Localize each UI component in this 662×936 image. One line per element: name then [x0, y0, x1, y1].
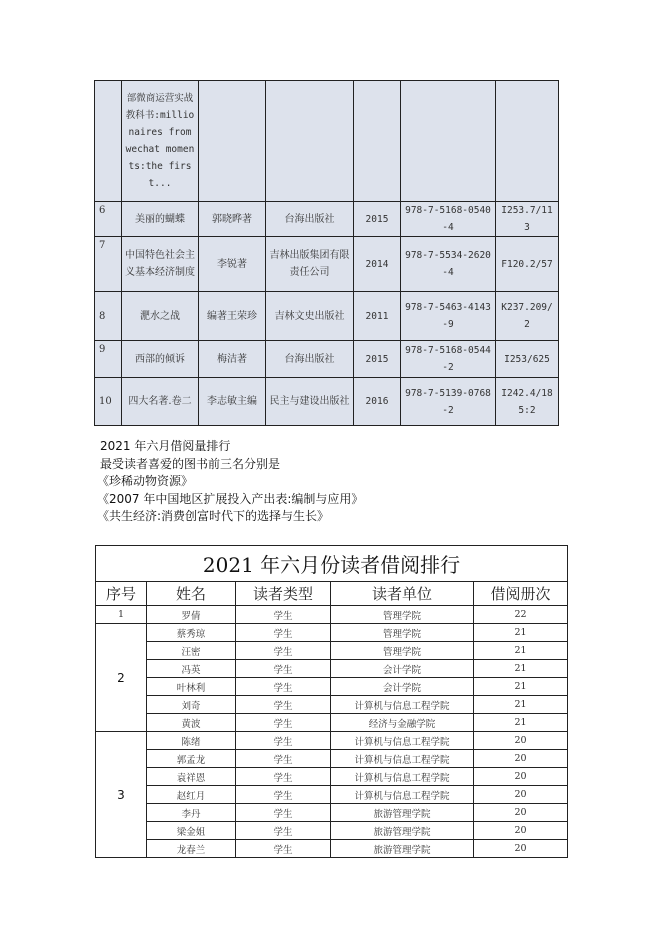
reader-unit-cell: 管理学院 [331, 606, 474, 624]
reader-unit-cell: 旅游管理学院 [331, 804, 474, 822]
book-title-cell: 部微商运营实战教科书:millionaires from wechat moments:the first... [122, 81, 199, 202]
book-no-cell: 6 [95, 202, 122, 237]
reader-unit-cell: 计算机与信息工程学院 [331, 768, 474, 786]
book-author-cell: 李锐著 [199, 237, 266, 292]
reader-type-cell: 学生 [236, 624, 331, 642]
reader-type-cell: 学生 [236, 804, 331, 822]
book-row [95, 202, 559, 237]
book-row [95, 378, 559, 426]
note-line: 2021 年六月借阅量排行 [100, 439, 231, 453]
reader-unit-cell: 计算机与信息工程学院 [331, 732, 474, 750]
book-call-no-cell: I242.4/185:2 [496, 378, 559, 426]
notes-block [97, 438, 364, 526]
reader-unit-cell: 管理学院 [331, 624, 474, 642]
book-no-cell: 9 [95, 341, 122, 378]
ranking-row [96, 678, 568, 696]
reader-name-cell: 叶林利 [147, 678, 236, 696]
borrow-count-cell: 20 [474, 804, 568, 822]
book-isbn-cell [401, 81, 496, 202]
book-row [95, 341, 559, 378]
note-line: 《共生经济:消费创富时代下的选择与生长》 [97, 509, 330, 523]
reader-name-cell: 蔡秀琼 [147, 624, 236, 642]
reader-name-cell: 冯英 [147, 660, 236, 678]
book-publisher-cell: 民主与建设出版社 [266, 378, 354, 426]
borrow-count-cell: 20 [474, 822, 568, 840]
rank-cell: 1 [96, 606, 147, 624]
reader-name-cell: 陈绪 [147, 732, 236, 750]
book-year-cell: 2014 [354, 237, 401, 292]
book-author-cell: 编著王荣珍 [199, 292, 266, 341]
ranking-row [96, 822, 568, 840]
book-title-cell: 西部的倾诉 [122, 341, 199, 378]
book-title-cell: 中国特色社会主义基本经济制度 [122, 237, 199, 292]
reader-type-cell: 学生 [236, 606, 331, 624]
ranking-row [96, 750, 568, 768]
reader-type-cell: 学生 [236, 840, 331, 858]
ranking-table [95, 545, 568, 858]
reader-unit-cell: 会计学院 [331, 678, 474, 696]
column-header: 读者类型 [236, 582, 331, 606]
book-year-cell: 2011 [354, 292, 401, 341]
borrow-count-cell: 20 [474, 750, 568, 768]
book-call-no-cell: F120.2/57 [496, 237, 559, 292]
borrow-count-cell: 20 [474, 732, 568, 750]
column-header: 读者单位 [331, 582, 474, 606]
borrow-count-cell: 20 [474, 840, 568, 858]
ranking-row [96, 624, 568, 642]
borrow-count-cell: 21 [474, 660, 568, 678]
reader-type-cell: 学生 [236, 732, 331, 750]
ranking-row [96, 606, 568, 624]
book-isbn-cell: 978-7-5139-0768-2 [401, 378, 496, 426]
reader-name-cell: 郭孟龙 [147, 750, 236, 768]
rank-cell: 2 [96, 624, 147, 732]
reader-type-cell: 学生 [236, 768, 331, 786]
borrow-count-cell: 20 [474, 786, 568, 804]
reader-name-cell: 罗倩 [147, 606, 236, 624]
book-title-cell: 美丽的蝴蝶 [122, 202, 199, 237]
reader-name-cell: 刘奇 [147, 696, 236, 714]
ranking-row [96, 660, 568, 678]
book-call-no-cell: I253/625 [496, 341, 559, 378]
ranking-title: 2021 年六月份读者借阅排行 [96, 546, 568, 582]
ranking-row [96, 804, 568, 822]
note-line: 《珍稀动物资源》 [97, 474, 194, 488]
reader-unit-cell: 旅游管理学院 [331, 840, 474, 858]
ranking-row [96, 840, 568, 858]
rank-cell: 3 [96, 732, 147, 858]
reader-type-cell: 学生 [236, 786, 331, 804]
book-no-cell: 10 [95, 378, 122, 426]
book-year-cell [354, 81, 401, 202]
book-title-cell: 四大名著.卷二 [122, 378, 199, 426]
book-year-cell: 2016 [354, 378, 401, 426]
reader-type-cell: 学生 [236, 678, 331, 696]
book-author-cell: 郭晓晔著 [199, 202, 266, 237]
borrow-count-cell: 21 [474, 696, 568, 714]
book-row [95, 81, 559, 202]
book-title-cell: 淝水之战 [122, 292, 199, 341]
column-header: 借阅册次 [474, 582, 568, 606]
reader-name-cell: 黄波 [147, 714, 236, 732]
borrow-count-cell: 22 [474, 606, 568, 624]
borrow-count-cell: 21 [474, 624, 568, 642]
reader-name-cell: 汪密 [147, 642, 236, 660]
ranking-row [96, 642, 568, 660]
column-header: 序号 [96, 582, 147, 606]
book-call-no-cell: K237.209/2 [496, 292, 559, 341]
book-year-cell: 2015 [354, 341, 401, 378]
book-isbn-cell: 978-7-5168-0544-2 [401, 341, 496, 378]
reader-type-cell: 学生 [236, 714, 331, 732]
ranking-row [96, 714, 568, 732]
book-publisher-cell: 台海出版社 [266, 341, 354, 378]
book-no-cell [95, 81, 122, 202]
reader-type-cell: 学生 [236, 696, 331, 714]
book-call-no-cell: I253.7/113 [496, 202, 559, 237]
borrow-count-cell: 20 [474, 768, 568, 786]
book-author-cell [199, 81, 266, 202]
reader-name-cell: 袁祥恩 [147, 768, 236, 786]
ranking-row [96, 786, 568, 804]
note-line: 最受读者喜爱的图书前三名分别是 [100, 456, 281, 471]
column-header: 姓名 [147, 582, 236, 606]
book-isbn-cell: 978-7-5463-4143-9 [401, 292, 496, 341]
reader-unit-cell: 管理学院 [331, 642, 474, 660]
book-table [94, 80, 559, 426]
book-author-cell: 梅洁著 [199, 341, 266, 378]
note-line: 《2007 年中国地区扩展投入产出表:编制与应用》 [97, 491, 364, 506]
reader-unit-cell: 经济与金融学院 [331, 714, 474, 732]
reader-type-cell: 学生 [236, 660, 331, 678]
borrow-count-cell: 21 [474, 642, 568, 660]
book-author-cell: 李志敏主编 [199, 378, 266, 426]
borrow-count-cell: 21 [474, 678, 568, 696]
reader-type-cell: 学生 [236, 822, 331, 840]
reader-type-cell: 学生 [236, 642, 331, 660]
reader-name-cell: 李丹 [147, 804, 236, 822]
reader-unit-cell: 旅游管理学院 [331, 822, 474, 840]
book-no-cell: 7 [95, 237, 122, 292]
borrow-count-cell: 21 [474, 714, 568, 732]
reader-unit-cell: 计算机与信息工程学院 [331, 786, 474, 804]
book-publisher-cell: 吉林出版集团有限责任公司 [266, 237, 354, 292]
book-row [95, 292, 559, 341]
book-call-no-cell [496, 81, 559, 202]
reader-unit-cell: 计算机与信息工程学院 [331, 750, 474, 768]
book-publisher-cell: 吉林文史出版社 [266, 292, 354, 341]
ranking-row [96, 732, 568, 750]
book-publisher-cell: 台海出版社 [266, 202, 354, 237]
reader-unit-cell: 会计学院 [331, 660, 474, 678]
book-row [95, 237, 559, 292]
book-publisher-cell [266, 81, 354, 202]
reader-name-cell: 龙春兰 [147, 840, 236, 858]
book-no-cell: 8 [95, 292, 122, 341]
ranking-row [96, 768, 568, 786]
reader-type-cell: 学生 [236, 750, 331, 768]
ranking-row [96, 696, 568, 714]
book-year-cell: 2015 [354, 202, 401, 237]
book-isbn-cell: 978-7-5534-2620-4 [401, 237, 496, 292]
reader-unit-cell: 计算机与信息工程学院 [331, 696, 474, 714]
reader-name-cell: 赵红月 [147, 786, 236, 804]
book-isbn-cell: 978-7-5168-0540-4 [401, 202, 496, 237]
reader-name-cell: 梁金姐 [147, 822, 236, 840]
